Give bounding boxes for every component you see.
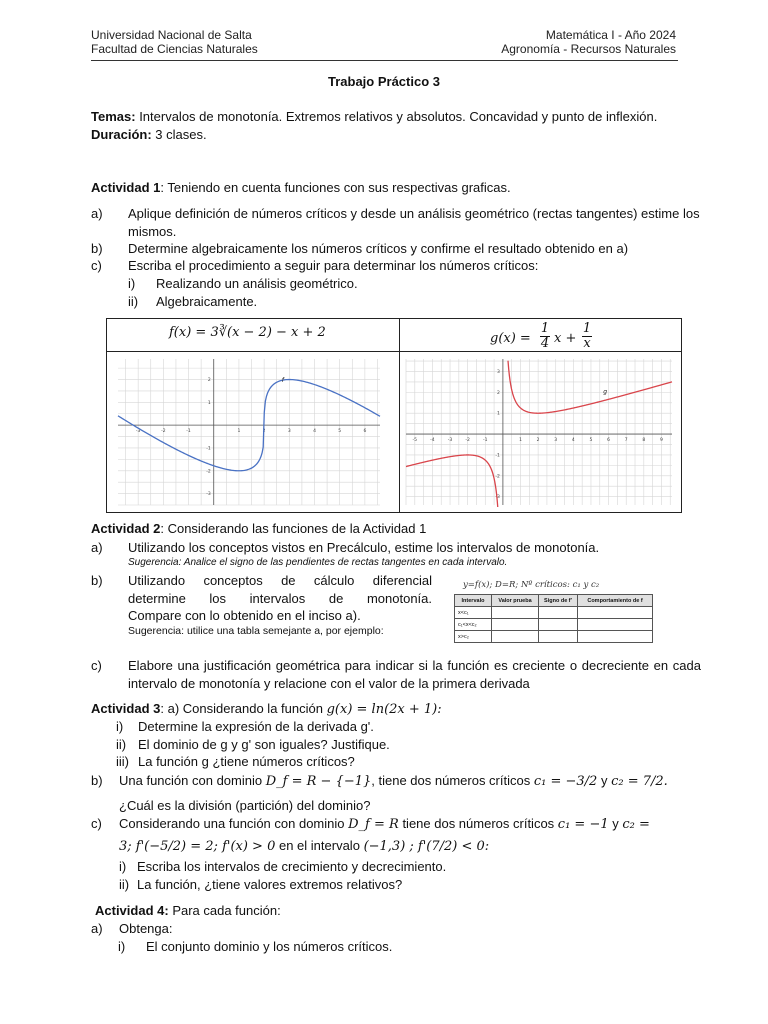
act3-b-text1: Una función con dominio [119,773,263,788]
x-tick-label: 2 [536,438,540,444]
act2-b-line2: determine los intervalos de monotonía. [128,590,432,606]
act3-c-c2: c₂ = [622,817,650,832]
duracion-label: Duración: [91,126,152,142]
table-row [455,619,653,631]
g-curve-label: g [603,388,608,396]
header-divider [91,60,678,61]
x-tick-label: 2 [262,429,266,435]
course-name: Matemática I - Año 2024 [545,28,676,42]
table-header-cell: Valor prueba [492,595,539,607]
temas-paragraph [91,108,695,143]
act4-ai-text: El conjunto dominio y los números críticos. [146,939,393,954]
act1-item-cii [128,293,528,311]
x-tick-label: 4 [571,438,575,444]
act4-a-text: Obtenga: [119,921,173,936]
y-tick-label: -1 [206,446,211,452]
act2-label: Actividad 2 [91,521,161,536]
y-tick-label: 1 [497,411,500,417]
table-cell: x<c₁ [455,607,492,619]
g-formula-lhs: g(x) = [490,331,531,346]
act2-a-text: Utilizando los conceptos vistos en Precálculo, estime los intervalos de monotonía. [128,540,600,555]
header-left [91,28,258,56]
act1-ci-text: Realizando un análisis geométrico. [156,276,358,291]
act3-c-text2: tiene dos números críticos [402,816,555,831]
x-tick-label: 8 [642,438,646,444]
act3-heading [91,700,695,719]
act1-a-label: a) [91,206,103,221]
act3-i-label: i) [116,719,124,734]
act2-item-a [91,539,701,557]
program-name: Agronomía - Recursos Naturales [501,42,676,56]
act3-item-b [91,772,701,813]
act3-c-label: c) [91,816,102,831]
x-tick-label: 5 [338,429,342,435]
g-graph [404,357,674,507]
act3-b-text3: ¿Cuál es la división (partición) del dominio? [119,798,371,813]
x-tick-label: 5 [589,438,593,444]
header-right [501,28,676,56]
act3-b-label: b) [91,773,103,788]
g-formula-den: 4 [540,336,550,351]
table-cell: x>c₂ [455,631,492,643]
act4-item-ai [118,938,518,956]
act2-item-c [91,657,701,693]
table-header-cell: Intervalo [455,595,492,607]
act3-item-cii [119,876,569,894]
x-tick-label: -2 [161,429,166,435]
act4-ai-label: i) [118,939,126,954]
act3-intro: : a) Considerando la función [160,701,323,716]
x-tick-label: 3 [287,429,291,435]
table-header-cell: Signo de f' [539,595,578,607]
y-tick-label: -2 [206,469,211,475]
f-formula: f(x) = 3∛(x − 2) − x + 2 [169,325,326,340]
table-column-divider [399,319,400,512]
act4-a-label: a) [91,921,103,936]
act3-b-c2: c₂ = 7/2. [611,774,668,789]
x-tick-label: -3 [135,429,141,435]
x-tick-label: 9 [659,438,663,444]
act3-c-domain: D_f = R [348,817,399,832]
act1-b-label: b) [91,241,103,256]
act2-heading [91,520,695,538]
act2-b-label: b) [91,573,103,588]
act3-c-text1: Considerando una función con dominio [119,816,345,831]
act3-item-ci [119,858,569,876]
x-tick-label: -3 [447,438,453,444]
act3-item-c [91,815,701,855]
act3-cii-text: La función, ¿tiene valores extremos relativos? [137,877,403,892]
act3-iii-label: iii) [116,754,129,769]
act2-c-label: c) [91,658,102,673]
f-graph [116,357,382,507]
g-curve [508,361,672,414]
act1-a-text: Aplique definición de números críticos y desde un análisis geométrico (rectas tangentes) estime los mismos. [128,206,700,239]
table-header-row [455,595,653,607]
table-cell: c₁<x<c₂ [455,619,492,631]
university-name: Universidad Nacional de Salta [91,28,252,42]
y-tick-label: -2 [495,474,500,480]
x-tick-label: 4 [313,429,316,435]
act1-item-ci [128,275,528,293]
x-tick-label: -1 [186,429,191,435]
duracion-text: 3 clases. [155,126,207,142]
act3-iii-text: La función g ¿tiene números críticos? [138,754,355,769]
act2-a-label: a) [91,540,103,555]
act3-c-line2c: (−1,3) ; f'(7/2) < 0: [363,839,490,854]
y-tick-label: 2 [207,378,211,384]
act1-label: Actividad 1 [91,180,161,195]
table-header-cell: Comportamiento de f [578,595,653,607]
monotony-table [454,594,653,643]
y-tick-label: 2 [497,390,500,396]
graphs-table [106,318,682,513]
y-tick-label: -3 [495,495,500,501]
act3-b-domain: D_f = R − {−1} [265,774,372,789]
y-tick-label: 3 [497,370,500,376]
act4-intro: Para cada función: [172,903,281,918]
g-formula-num: 1 [540,321,550,336]
act3-b-c1: c₁ = −3/2 [533,774,598,789]
x-tick-label: 3 [554,438,558,444]
act2-b-line1: Utilizando conceptos de cálculo diferencial [128,573,432,588]
x-tick-label: -1 [483,438,488,444]
f-curve-label: f [281,376,284,384]
act4-item-a [91,920,391,938]
act1-item-a [91,205,701,241]
act3-ci-text: Escriba los intervalos de crecimiento y decrecimiento. [137,859,447,874]
table-row-divider [107,351,681,352]
faculty-name: Facultad de Ciencias Naturales [91,42,258,56]
page-title: Trabajo Práctico 3 [328,74,440,89]
act2-c-text: Elabore una justificación geométrica para indicar si la función es creciente o decreciente en cada intervalo de monotonía y relacione con el valor de la primera derivada [128,658,701,691]
act1-ci-label: i) [128,276,136,291]
y-tick-label: -3 [206,492,211,498]
act1-heading [91,179,695,197]
y-tick-label: 1 [207,400,211,406]
act3-c-y: y [612,816,619,831]
act2-intro: : Considerando las funciones de la Actividad 1 [160,521,427,536]
x-tick-label: 6 [363,429,367,435]
act2-a-hint: Sugerencia: Analice el signo de las pendientes de rectas tangentes en cada intervalo. [128,557,508,568]
x-tick-label: 1 [237,429,241,435]
act1-c-label: c) [91,258,102,273]
act1-item-c [91,257,701,275]
y-tick-label: -1 [495,453,500,459]
act1-cii-text: Algebraicamente. [156,294,258,309]
act3-ii-text: El dominio de g y g' son iguales? Justifique. [138,737,390,752]
act3-label: Actividad 3 [91,701,161,716]
g-curve [406,455,498,507]
act2-b-line3: Compare con lo obtenido en el inciso a). [128,608,361,623]
act4-heading [95,902,699,920]
monotony-table-caption: y=f(x); D=R; Nº críticos: c₁ y c₂ [463,580,600,590]
act3-cii-label: ii) [119,877,130,892]
act3-intro-formula: g(x) = ln(2x + 1): [326,702,442,717]
act1-b-text: Determine algebraicamente los números críticos y confirme el resultado obtenido en a) [128,241,629,256]
act3-c-c1: c₁ = −1 [557,817,609,832]
x-tick-label: -5 [412,438,418,444]
act3-item-i [116,718,516,736]
table-row [455,607,653,619]
x-tick-label: -2 [465,438,470,444]
x-tick-label: 6 [607,438,611,444]
table-row [455,631,653,643]
g-formula-mid: x + [554,331,577,346]
act1-c-text: Escriba el procedimiento a seguir para determinar los números críticos: [128,258,539,273]
g-formula-num2: 1 [582,321,592,336]
act3-item-ii [116,736,516,754]
act3-c-line2a: 3; f'(−5/2) = 2; f'(x) > 0 [119,839,276,854]
temas-label: Temas: [91,109,136,124]
act3-i-text: Determine la expresión de la derivada g'. [138,719,374,734]
g-formula-den2: x [583,336,591,351]
x-tick-label: 7 [624,438,628,444]
act1-cii-label: ii) [128,294,139,309]
act3-item-iii [116,753,516,771]
act1-item-b [91,240,701,258]
x-tick-label: 1 [519,438,522,444]
act1-intro: : Teniendo en cuenta funciones con sus respectivas graficas. [160,180,511,195]
act3-ii-label: ii) [116,737,127,752]
temas-text: Intervalos de monotonía. Extremos relativos y absolutos. Concavidad y punto de inflexión. [139,109,658,124]
act3-b-text2: , tiene dos números críticos [371,773,531,788]
act2-b-hint: Sugerencia: utilice una tabla semejante a, por ejemplo: [128,624,384,637]
x-tick-label: -4 [430,438,435,444]
act3-c-line2b: en el intervalo [278,838,360,853]
act3-b-y: y [600,773,608,788]
act3-ci-label: i) [119,859,127,874]
act4-label: Actividad 4: [95,903,169,918]
